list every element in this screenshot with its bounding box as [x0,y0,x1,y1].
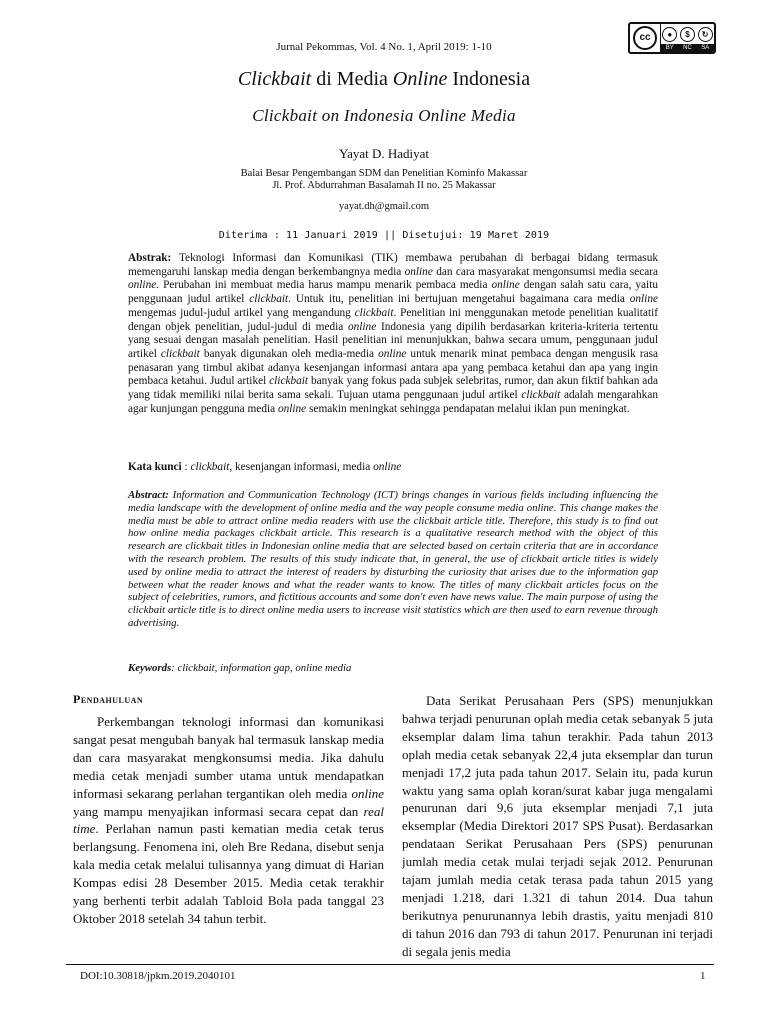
footer-divider [66,964,714,965]
by-icon: ● [662,27,677,42]
abstract-english: Abstract: Information and Communication Technology (ICT) brings changes in various fields including influencing the media landscape with the development of online media and the way people consume media online. This change makes the media must be able to attract online media readers with use the clickbait article title. Therefore, this study is to find out how online media packages clickbait article. This research is a qualitative research method with the object of this research are clickbait titles in Indonesian online media that are selected based on certain criteria that are in accordance with the research problem. The results of this study indicate that, in general, the use of clickbait article titles is widely used by online media to attract the interest of readers by disturbing the curiosity that arises due to the information gap between what the reader knows and what the reader wants to know. The titles of many clickbait articles focus on the subject of celebrities, rumors, and fictitious accounts and some don't even have news value. The main purpose of using the clickbait article title is to direct online media users to increase visit statistics which are then used to earn revenue through advertising. [128,489,658,629]
body-column-left [73,692,384,928]
page-number: 1 [700,970,706,982]
cc-license-badge[interactable] [628,22,716,54]
license-label-sa: SA [701,45,710,51]
sps-data-paragraph: Data Serikat Perusahaan Pers (SPS) menunjukkan bahwa terjadi penurunan oplah media cetak sebanyak 5 juta eksemplar dalam lima tahun terakhir. Pada tahun 2013 oplah media cetak sebanyak 22,4 juta eksemplar dan turun menjadi 17,2 juta pada tahun 2017. Selain itu, pada kurun waktu yang sama oplah koran/surat kabar juga mengalami penurunan dari 9,6 juta eksemplar menjadi 7,1 juta eksemplar (Media Direktori 2017 SPS Pusat). Berdasarkan pendataan Serikat Perusahaan Pers (SPS) penurunan jumlah media cetak mulai terjadi sejak 2012. Penurunan tajam jumlah media cetak terasa pada tahun 2015 yang menjadi 1.218, dari 1.321 di tahun 2014. Dua tahun berikutnya penurunannya lebih drastis, yaitu menjadi 810 di tahun 2016 dan 793 di tahun 2017. Penurunan ini terjadi di segala jenis media [402,693,713,959]
intro-paragraph: Perkembangan teknologi informasi dan komunikasi sangat pesat mengubah banyak hal termasuk lanskap media dan cara masyarakat mengkonsumsi media. Jika dahulu media cetak menjadi sumber utama untuk mendapatkan informasi sekarang perlahan tergantikan oleh media online yang mampu menyajikan informasi secara cepat dan real time. Perlahan namun pasti kematian media cetak terus berlangsung. Fenomena ini, oleh Bre Redana, disebut senja kala media cetak melalui tulisannya yang dimuat di Harian Kompas edisi 28 Desember 2015. Media cetak terakhir yang berhenti terbit adalah Tabloid Bola pada tanggal 23 Oktober 2018 setelah 34 tahun terbit. [73,714,384,926]
abstract-label: Abstract: [128,489,169,501]
sa-icon: ↻ [698,27,713,42]
license-label-nc: NC [683,45,692,51]
keywords: Keywords: clickbait, information gap, online media [128,662,352,674]
author-name: Yayat D. Hadiyat [338,146,430,161]
kata-kunci: Kata kunci : clickbait, kesenjangan informasi, media online [128,461,402,473]
journal-header: Jurnal Pekommas, Vol. 4 No. 1, April 2019: 1-10 [276,41,492,53]
author-email[interactable]: yayat.dh@gmail.com [338,201,430,212]
paper-subtitle: Clickbait on Indonesia Online Media [252,106,516,125]
received-accepted-dates: Diterima : 11 Januari 2019 || Disetujui: 19 Maret 2019 [218,230,550,241]
abstrak-label: Abstrak: [128,252,172,264]
paper-title: Clickbait di Media Online Indonesia [237,68,531,90]
section-heading: Pendahuluan [73,692,144,706]
doi-link[interactable]: DOI:10.30818/jpkm.2019.2040101 [80,970,236,982]
cc-icon: cc [633,26,657,50]
author-affiliation: Balai Besar Pengembangan SDM dan Penelitian Kominfo Makassar Jl. Prof. Abdurrahman Basalamah II no. 25 Makassar [240,168,528,191]
abstrak-indonesian: Abstrak: Teknologi Informasi dan Komunikasi (TIK) membawa perubahan di berbagai bidang termasuk memengaruhi lanskap media dengan berkembangnya media online dan cara masyarakat mengonsumsi media secara online. Perubahan ini membuat media harus mampu menarik pembaca media online dengan salah satu cara, yaitu penggunaan judul artikel clickbait. Untuk itu, penelitian ini bertujuan mengetahui bagaimana cara media online mengemas judul-judul artikel yang mengandung clickbait. Penelitian ini menggunakan metode penelitian kualitatif dengan objek penelitian, judul-judul di media online Indonesia yang dipilih berdasarkan kriteria-kriteria tertentu yang sesuai dengan masalah penelitian. Hasil penelitian ini menunjukkan, bahwa secara umum, penggunaan judul artikel clickbait banyak digunakan oleh media-media online untuk menarik minat pembaca dengan mengusik rasa penasaran yang timbul akibat adanya kesenjangan informasi antara apa yang pembaca ketahui dan apa yang ingin pembaca ketahui. Judul artikel clickbait banyak yang fokus pada subjek selebritas, rumor, dan akun fiktif bahkan ada yang tidak memiliki nilai berita sama sekali. Tujuan utama penggunaan judul artikel clickbait adalah mengarahkan agar kunjungan pengguna media online semakin meningkat sehingga pendapatan melalui iklan pun meningkat. [128,252,659,415]
license-label-by: BY [665,45,674,51]
nc-icon: $ [680,27,695,42]
body-column-right [402,692,713,961]
